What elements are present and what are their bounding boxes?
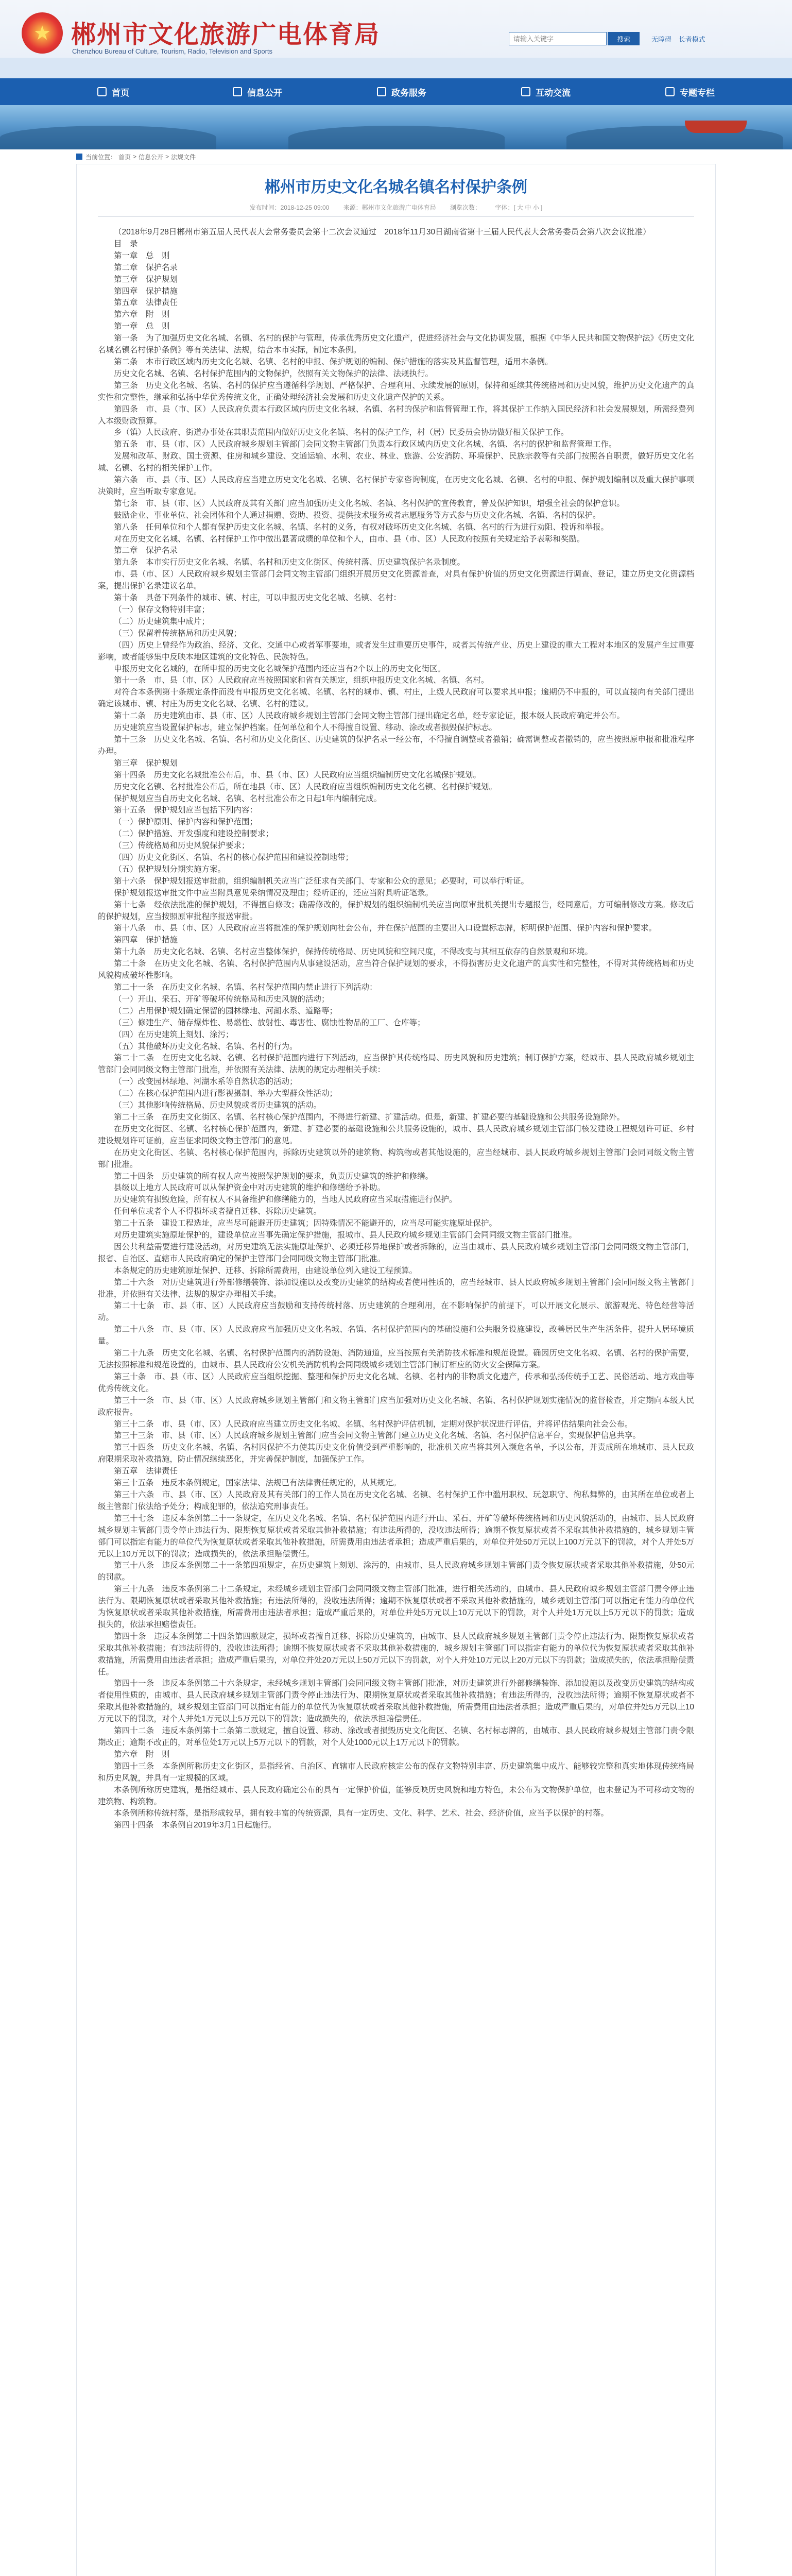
article-paragraph: （一）保存文物特别丰富； bbox=[114, 605, 210, 614]
article-paragraph: 第十七条 经依法批准的保护规划，不得擅自修改；确需修改的，保护规划的组织编制机关应当向原审批机关提出专题报告，经同意后，方可编制修改方案。修改后的保护规划，应当按照原审批程序报送审批。 bbox=[98, 900, 694, 921]
article-paragraph: 第四十三条 本条例所称历史文化街区，是指经省、自治区、直辖市人民政府核定公布的保存文物特别丰富、历史建筑集中成片、能够较完整和真实地体现传统格局和历史风貌，并具有一定规模的区域。 bbox=[98, 1761, 694, 1783]
article-body bbox=[98, 227, 694, 2576]
nav-item-service[interactable] bbox=[350, 78, 453, 105]
breadcrumb-home[interactable]: 首页 bbox=[118, 153, 131, 161]
breadcrumb-prefix: 当前位置： bbox=[85, 153, 117, 161]
elder-mode-link[interactable]: 长者模式 bbox=[678, 36, 705, 43]
article-paragraph: 历史建筑有损毁危险，所有权人不具备维护和修缮能力的，当地人民政府应当采取措施进行保护。 bbox=[114, 1195, 457, 1205]
article-paragraph: （二）保护措施、开发强度和建设控制要求； bbox=[114, 829, 274, 839]
article-paragraph: 第十一条 市、县（市、区）人民政府应当按照国家和省有关规定，组织申报历史文化名城、名镇、名村。 bbox=[114, 676, 489, 685]
article-paragraph: 第四章 保护措施 bbox=[114, 286, 178, 296]
article-paragraph: 历史建筑应当设置保护标志，建立保护档案。任何单位和个人不得擅自设置、移动、涂改或者损毁保护标志。 bbox=[114, 723, 497, 733]
article-paragraph: 第九条 本市实行历史文化名城、名镇、名村和历史文化街区、传统村落、历史建筑保护名录制度。 bbox=[114, 558, 466, 567]
nav-item-home[interactable] bbox=[62, 78, 165, 105]
article-paragraph: 第八条 任何单位和个人都有保护历史文化名城、名镇、名村的义务，有权对破坏历史文化名城、名镇、名村的行为进行劝阻、投诉和举报。 bbox=[114, 522, 609, 532]
search-input[interactable] bbox=[509, 32, 607, 45]
article-paragraph: 第三十六条 市、县（市、区）人民政府及其有关部门的工作人员在历史文化名城、名镇、名村保护工作中滥用职权、玩忽职守、徇私舞弊的，由其所在单位或者上级主管部门依法给予处分；构成犯罪的，依法追究刑事责任。 bbox=[98, 1490, 694, 1511]
breadcrumb-sep: > bbox=[133, 153, 137, 160]
article-paragraph: 第三十二条 市、县（市、区）人民政府应当建立历史文化名城、名镇、名村保护评估机制，定期对保护状况进行评估，并将评估结果向社会公布。 bbox=[114, 1419, 633, 1429]
article-paragraph: 第一章 总 则 bbox=[114, 322, 170, 331]
article-paragraph: 第二十七条 市、县（市、区）人民政府应当鼓励和支持传统村落、历史建筑的合理利用，在不影响保护的前提下，可以开展文化展示、旅游观光、特色经营等活动。 bbox=[98, 1301, 694, 1323]
article-paragraph: 市、县（市、区）人民政府城乡规划主管部门会同文物主管部门组织开展历史文化资源普查，对具有保护价值的历史文化资源进行调查、登记，建立历史文化资源档案，提出保护名录建议名单。 bbox=[98, 570, 694, 591]
article-paragraph: 第三十九条 违反本条例第二十二条规定，未经城乡规划主管部门会同同级文物主管部门批准，进行相关活动的，由城市、县人民政府城乡规划主管部门责令停止违法行为、限期恢复原状或者采取其他补救措施；有违法所得的，没收违法所得；逾期不恢复原状或者不采取其他补救措施的，城乡规划主管部门可以指定有能力的单位代为恢复原状或者采取其他补救措施，所需费用由违法者承担；造成严重后果的，对单位并处5万元以上10万元以下的罚款，对个人并处1万元以上5万元以下的罚款；造成损失的，依法承担赔偿责任。 bbox=[98, 1585, 694, 1629]
nav-label: 政务服务 bbox=[391, 88, 426, 98]
article-paragraph: 鼓励企业、事业单位、社会团体和个人通过捐赠、资助、投资、提供技术服务或者志愿服务等方式参与历史文化名城、名镇、名村的保护。 bbox=[114, 511, 601, 520]
article-paragraph: 第五章 法律责任 bbox=[114, 298, 178, 308]
article-paragraph: 任何单位或者个人不得损坏或者擅自迁移、拆除历史建筑。 bbox=[114, 1207, 322, 1216]
nav-label: 专题专栏 bbox=[680, 88, 715, 98]
chat-icon bbox=[521, 87, 530, 96]
site-subtitle: Chenzhou Bureau of Culture, Tourism, Radio, Television and Sports bbox=[72, 47, 273, 55]
article-paragraph: 第十九条 历史文化名城、名镇、名村应当整体保护，保持传统格局、历史风貌和空间尺度，不得改变与其相互依存的自然景观和环境。 bbox=[114, 947, 593, 957]
article-paragraph: 第二十六条 对历史建筑进行外部修缮装饰、添加设施以及改变历史建筑的结构或者使用性质的，应当经城市、县人民政府城乡规划主管部门会同同级文物主管部门批准，并依照有关法律、法规的规定办理相关手续。 bbox=[98, 1278, 694, 1299]
article-paragraph: 第三十七条 违反本条例第二十一条规定，在历史文化名城、名镇、名村保护范围内进行开山、采石、开矿等破坏传统格局和历史风貌活动的，由城市、县人民政府城乡规划主管部门责令停止违法行为、限期恢复原状或者采取其他补救措施；有违法所得的，没收违法所得；逾期不恢复原状或者不采取其他补救措施的，城乡规划主管部门可以指定有能力的单位代为恢复原状或者采取其他补救措施，所需费用由违法者承担；造成严重后果的，对单位并处50万元以上100万元以下的罚款，对个人并处5万元以上10万元以下的罚款；造成损失的，依法承担赔偿责任。 bbox=[98, 1514, 694, 1558]
article-paragraph: 第二十八条 市、县（市、区）人民政府应当加强历史文化名城、名镇、名村保护范围内的基础设施和公共服务设施建设，改善居民生产生活条件，提升人居环境质量。 bbox=[98, 1325, 694, 1346]
article-paragraph: 第二十九条 历史文化名城、名镇、名村保护范围内的消防设施、消防通道，应当按照有关消防技术标准和规范设置。确因历史文化名城、名镇、名村的保护需要，无法按照标准和规范设置的，由城市、县人民政府公安机关消防机构会同同级城乡规划主管部门制订相应的防火安全保障方案。 bbox=[98, 1349, 694, 1369]
title-divider bbox=[98, 216, 694, 217]
article-source: 来源：郴州市文化旅游广电体育局 bbox=[343, 204, 436, 211]
article-paragraph: 第三十条 市、县（市、区）人民政府应当组织挖掘、整理和保护历史文化名城、名镇、名村内的非物质文化遗产，传承和弘扬传统手工艺、民俗活动、地方戏曲等优秀传统文化。 bbox=[98, 1372, 694, 1393]
article-paragraph: （一）保护原则、保护内容和保护范围； bbox=[114, 818, 258, 827]
article-paragraph: 第七条 市、县（市、区）人民政府及其有关部门应当加强历史文化名城、名镇、名村保护的宣传教育，普及保护知识，增强全社会的保护意识。 bbox=[114, 499, 625, 508]
breadcrumb-sep: > bbox=[165, 153, 169, 160]
article-paragraph: 第四条 市、县（市、区）人民政府负责本行政区域内历史文化名城、名镇、名村的保护和监督管理工作，将其保护工作纳入国民经济和社会发展规划，所需经费列入本级财政预算。 bbox=[98, 404, 694, 426]
article-paragraph: 历史文化名镇、名村批准公布后，所在地县（市、区）人民政府应当组织编制历史文化名镇、名村保护规划。 bbox=[114, 782, 497, 791]
article-meta bbox=[0, 203, 792, 212]
article-paragraph: （四）历史文化街区、名镇、名村的核心保护范围和建设控制地带； bbox=[114, 853, 354, 862]
article-paragraph: 第三十八条 违反本条例第二十一条第四项规定，在历史建筑上刻划、涂污的，由城市、县人民政府城乡规划主管部门责令恢复原状或者采取其他补救措施，处50元的罚款。 bbox=[98, 1561, 694, 1582]
service-icon bbox=[377, 87, 386, 96]
site-title[interactable]: 郴州市文化旅游广电体育局 bbox=[71, 21, 381, 48]
article-paragraph: 乡（镇）人民政府、街道办事处在其职责范围内做好历史文化名镇、名村的保护工作，村（居）民委员会协助做好相关保护工作。 bbox=[114, 428, 569, 437]
article-paragraph: 第二十五条 建设工程选址，应当尽可能避开历史建筑；因特殊情况不能避开的，应当尽可能实施原址保护。 bbox=[114, 1219, 497, 1228]
topic-icon bbox=[665, 87, 675, 96]
article-paragraph: 第三章 保护规划 bbox=[114, 758, 178, 768]
article-paragraph: 第四十一条 违反本条例第二十六条规定，未经城乡规划主管部门会同同级文物主管部门批准，对历史建筑进行外部修缮装饰、添加设施以及改变历史建筑的结构或者使用性质的，由城市、县人民政府城乡规划主管部门责令停止违法行为、限期恢复原状或者采取其他补救措施；有违法所得的，没收违法所得；逾期不恢复原状或者不采取其他补救措施的，城乡规划主管部门可以指定有能力的单位代为恢复原状或者采取其他补救措施，所需费用由违法者承担；造成严重后果的，对单位并处5万元以上10万元以下的罚款，对个人并处1万元以上5万元以下的罚款；造成损失的，依法承担赔偿责任。 bbox=[98, 1679, 694, 1724]
article-paragraph: 第六章 附 则 bbox=[114, 310, 170, 319]
article-paragraph: 第三十三条 市、县（市、区）人民政府城乡规划主管部门应当会同文物主管部门建立历史文化名城、名镇、名村保护信息平台，实现保护信息共享。 bbox=[114, 1431, 641, 1440]
article-paragraph: （三）其他影响传统格局、历史风貌或者历史建筑的活动。 bbox=[114, 1101, 322, 1110]
breadcrumb bbox=[76, 150, 716, 163]
article-paragraph: 对历史建筑实施原址保护的，建设单位应当事先确定保护措施，报城市、县人民政府城乡规划主管部门会同同级文物主管部门批准。 bbox=[114, 1231, 577, 1240]
article-paragraph: 第四十条 违反本条例第二十四条第四款规定，损坏或者擅自迁移、拆除历史建筑的，由城市、县人民政府城乡规划主管部门责令停止违法行为、限期恢复原状或者采取其他补救措施；有违法所得的，没收违法所得；逾期不恢复原状或者不采取其他补救措施的，城乡规划主管部门可以指定有能力的单位代为恢复原状或者采取其他补救措施，所需费用由违法者承担；造成严重后果的，对单位并处20万元以上50万元以下的罚款，对个人并处10万元以上20万元以下的罚款；造成损失的，依法承担赔偿责任。 bbox=[98, 1632, 694, 1676]
breadcrumb-current[interactable]: 法规文件 bbox=[171, 153, 196, 161]
article-paragraph: 第三十四条 历史文化名城、名镇、名村因保护不力使其历史文化价值受到严重影响的，批准机关应当将其列入濒危名单，予以公布，并责成所在地城市、县人民政府限期采取补救措施，防止情况继续恶化，并完善保护制度，加强保护工作。 bbox=[98, 1443, 694, 1464]
article-paragraph: （一）改变园林绿地、河湖水系等自然状态的活动； bbox=[114, 1077, 298, 1087]
article-paragraph: 县级以上地方人民政府可以从保护资金中对历史建筑的维护和修缮给予补助。 bbox=[114, 1183, 386, 1193]
article-paragraph: 发展和改革、财政、国土资源、住房和城乡建设、交通运输、水利、农业、林业、旅游、公安消防、环境保护、民族宗教等有关部门按照各自职责，做好历史文化名城、名镇、名村的相关保护工作。 bbox=[98, 452, 694, 473]
font-size-switch[interactable]: 字体：[ 大 中 小 ] bbox=[495, 204, 543, 211]
header-band bbox=[0, 58, 792, 78]
article-paragraph: 第二十四条 历史建筑的所有权人应当按照保护规划的要求，负责历史建筑的维护和修缮。 bbox=[114, 1172, 434, 1181]
view-count: 浏览次数： bbox=[450, 204, 481, 211]
article-paragraph: （二）在核心保护范围内进行影视摄制、举办大型群众性活动； bbox=[114, 1089, 338, 1098]
article-paragraph: 第二十三条 在历史文化街区、名镇、名村核心保护范围内，不得进行新建、扩建活动。但是，新建、扩建必要的基础设施和公共服务设施除外。 bbox=[114, 1112, 625, 1122]
header-links bbox=[651, 34, 711, 44]
article-paragraph: 第四十四条 本条例自2019年3月1日起施行。 bbox=[114, 1821, 277, 1830]
nav-label: 信息公开 bbox=[247, 88, 282, 98]
article-paragraph: 本条规定的历史建筑原址保护、迁移、拆除所需费用，由建设单位列入建设工程预算。 bbox=[114, 1266, 418, 1275]
article-paragraph: 第二条 本市行政区域内历史文化名城、名镇、名村的申报、保护规划的编制、保护措施的落实及其监督管理，适用本条例。 bbox=[114, 357, 553, 366]
article-paragraph: 保护规划应当自历史文化名城、名镇、名村批准公布之日起1年内编制完成。 bbox=[114, 794, 382, 803]
location-icon bbox=[76, 154, 82, 160]
publish-time: 发布时间：2018-12-25 09:00 bbox=[249, 204, 330, 211]
article-paragraph: 第二十一条 在历史文化名城、名镇、名村保护范围内禁止进行下列活动： bbox=[114, 983, 377, 992]
search-button[interactable]: 搜索 bbox=[608, 32, 640, 45]
article-paragraph: 第十三条 历史文化名城、名镇、名村和历史文化街区、历史建筑的保护名录一经公布，不得擅自调整或者撤销；确需调整或者撤销的，应当按照原申报和批准程序办理。 bbox=[98, 735, 694, 756]
article-paragraph: 第六条 市、县（市、区）人民政府应当建立历史文化名城、名镇、名村保护专家咨询制度，在历史文化名城、名镇、名村的申报、保护规划编制以及重大保护事项决策时，应当听取专家意见。 bbox=[98, 476, 694, 496]
article-paragraph: 在历史文化街区、名镇、名村核心保护范围内，拆除历史建筑以外的建筑物、构筑物或者其他设施的，应当经城市、县人民政府城乡规划主管部门会同同级文物主管部门批准。 bbox=[98, 1148, 694, 1169]
nav-item-info[interactable] bbox=[206, 78, 309, 105]
article-paragraph: （二）历史建筑集中成片； bbox=[114, 617, 210, 626]
article-paragraph: 第三十五条 违反本条例规定，国家法律、法规已有法律责任规定的，从其规定。 bbox=[114, 1479, 402, 1488]
article-paragraph: 第十五条 保护规划应当包括下列内容： bbox=[114, 806, 258, 815]
article-paragraph: 第三十一条 市、县（市、区）人民政府城乡规划主管部门和文物主管部门应当加强对历史文化名城、名镇、名村保护规划实施情况的监督检查，并定期向本级人民政府报告。 bbox=[98, 1396, 694, 1417]
doc-icon bbox=[233, 87, 242, 96]
article-paragraph: （一）开山、采石、开矿等破坏传统格局和历史风貌的活动； bbox=[114, 994, 330, 1004]
article-paragraph: 保护规划报送审批文件中应当附具意见采纳情况及理由；经听证的，还应当附具听证笔录。 bbox=[114, 888, 434, 897]
article-paragraph: （三）修建生产、储存爆炸性、易燃性、放射性、毒害性、腐蚀性物品的工厂、仓库等； bbox=[114, 1018, 425, 1027]
article-paragraph: 第十六条 保护规划报送审批前，组织编制机关应当广泛征求有关部门、专家和公众的意见；必要时，可以举行听证。 bbox=[114, 876, 529, 886]
banner-boat bbox=[685, 121, 747, 133]
article-paragraph: 第三章 保护规划 bbox=[114, 275, 178, 284]
article-title: 郴州市历史文化名城名镇名村保护条例 bbox=[265, 179, 527, 196]
article-paragraph: （二）占用保护规划确定保留的园林绿地、河湖水系、道路等； bbox=[114, 1006, 338, 1015]
article-paragraph: （四）历史上曾经作为政治、经济、文化、交通中心或者军事要地，或者发生过重要历史事件，或者其传统产业、历史上建设的重大工程对本地区的发展产生过重要影响，或者能够集中反映本地区建筑的文化特色、民族特色。 bbox=[98, 640, 694, 662]
article-paragraph: （2018年9月28日郴州市第五届人民代表大会常务委员会第十二次会议通过 2018年11月30日湖南省第十三届人民代表大会常务委员会第八次会议批准） bbox=[114, 228, 651, 236]
article-paragraph: 第三条 历史文化名城、名镇、名村的保护应当遵循科学规划、严格保护、合理利用、永续发展的原则，保持和延续其传统格局和历史风貌，维护历史文化遗产的真实性和完整性，继承和弘扬中华优秀传统文化，正确处理经济社会发展和历史文化遗产保护的关系。 bbox=[98, 381, 694, 402]
accessibility-link[interactable]: 无障碍 bbox=[651, 36, 672, 43]
article-paragraph: 历史文化名城、名镇、名村保护范围内的文物保护，依照有关文物保护的法律、法规执行。 bbox=[114, 369, 434, 378]
article-paragraph: 因公共利益需要进行建设活动，对历史建筑无法实施原址保护、必须迁移异地保护或者拆除的，应当由城市、县人民政府城乡规划主管部门会同同级文物主管部门，报省、自治区、直辖市人民政府确定的保护主管部门会同同级文物主管部门批准。 bbox=[98, 1242, 694, 1263]
article-paragraph: 第十条 具备下列条件的城市、镇、村庄，可以申报历史文化名城、名镇、名村： bbox=[114, 594, 402, 603]
article-paragraph: 第六章 附 则 bbox=[114, 1750, 170, 1759]
article-paragraph: 第十八条 市、县（市、区）人民政府应当将批准的保护规划向社会公布，并在保护范围的主要出入口设置标志牌，标明保护范围、保护内容和保护要求。 bbox=[114, 924, 657, 933]
article-paragraph: 申报历史文化名城的，在所申报的历史文化名城保护范围内还应当有2个以上的历史文化街区。 bbox=[114, 664, 446, 673]
home-icon bbox=[97, 87, 107, 96]
article-paragraph: （五）其他破坏历史文化名城、名镇、名村的行为。 bbox=[114, 1042, 298, 1051]
article-paragraph: （三）传统格局和历史风貌保护要求； bbox=[114, 841, 250, 851]
nav-item-topic[interactable] bbox=[639, 78, 742, 105]
article-paragraph: 本条例所称传统村落，是指形成较早，拥有较丰富的传统资源，具有一定历史、文化、科学、艺术、社会、经济价值，应当予以保护的村落。 bbox=[114, 1809, 609, 1818]
article-paragraph: 第五条 市、县（市、区）人民政府城乡规划主管部门会同文物主管部门负责本行政区域内历史文化名城、名镇、名村的保护和监督管理工作。 bbox=[114, 440, 617, 449]
article-paragraph: 对符合本条例第十条规定条件而没有申报历史文化名城、名镇、名村的城市、镇、村庄，上级人民政府可以要求其申报；逾期仍不申报的，可以直接向有关部门提出确定该城市、镇、村庄为历史文化名城、名镇、名村的建议。 bbox=[98, 688, 694, 709]
article-paragraph: 第一条 为了加强历史文化名城、名镇、名村的保护与管理，传承优秀历史文化遗产，促进经济社会与文化协调发展，根据《中华人民共和国文物保护法》《历史文化名城名镇名村保护条例》等有关法律、法规，结合本市实际，制定本条例。 bbox=[98, 334, 694, 355]
article-paragraph: （三）保留着传统格局和历史风貌； bbox=[114, 629, 242, 638]
article-paragraph: 第二章 保护名录 bbox=[114, 546, 178, 555]
nav-item-interaction[interactable] bbox=[494, 78, 597, 105]
nav-label: 首页 bbox=[112, 88, 129, 98]
article-paragraph: 第一章 总 则 bbox=[114, 251, 170, 260]
main-nav bbox=[0, 78, 792, 105]
landscape-banner bbox=[0, 105, 792, 149]
article-paragraph: 目 录 bbox=[114, 239, 138, 248]
national-emblem-icon bbox=[22, 12, 63, 54]
article-paragraph: 第四章 保护措施 bbox=[114, 936, 178, 945]
banner-hill bbox=[0, 126, 216, 149]
banner-hill bbox=[288, 126, 505, 149]
article-paragraph: （五）保护规划分期实施方案。 bbox=[114, 865, 226, 874]
breadcrumb-info[interactable]: 信息公开 bbox=[139, 153, 164, 161]
article-paragraph: 第五章 法律责任 bbox=[114, 1467, 178, 1476]
article-paragraph: 第二十条 在历史文化名城、名镇、名村保护范围内从事建设活动，应当符合保护规划的要求，不得损害历史文化遗产的真实性和完整性，不得对其传统格局和历史风貌构成破坏性影响。 bbox=[98, 959, 694, 980]
article-paragraph: 本条例所称历史建筑，是指经城市、县人民政府确定公布的具有一定保护价值，能够反映历史风貌和地方特色，未公布为文物保护单位，也未登记为不可移动文物的建筑物、构筑物。 bbox=[98, 1785, 694, 1806]
article-paragraph: 在历史文化街区、名镇、名村核心保护范围内，新建、扩建必要的基础设施和公共服务设施的，城市、县人民政府城乡规划主管部门核发建设工程规划许可证、乡村建设规划许可证前，应当征求同级文物主管部门的意见。 bbox=[98, 1124, 694, 1145]
site-header bbox=[0, 0, 792, 78]
nav-label: 互动交流 bbox=[536, 88, 571, 98]
article-paragraph: 第四十二条 违反本条例第十二条第二款规定，擅自设置、移动、涂改或者损毁历史文化街区、名镇、名村标志牌的，由城市、县人民政府城乡规划主管部门责令限期改正；逾期不改正的，对单位处1万元以上5万元以下的罚款，对个人处1000元以上1万元以下的罚款。 bbox=[98, 1726, 694, 1747]
article-paragraph: 第二十二条 在历史文化名城、名镇、名村保护范围内进行下列活动，应当保护其传统格局、历史风貌和历史建筑；制订保护方案，经城市、县人民政府城乡规划主管部门会同同级文物主管部门批准，并依照有关法律、法规的规定办理相关手续： bbox=[98, 1054, 694, 1075]
article-paragraph: （四）在历史建筑上刻划、涂污； bbox=[114, 1030, 234, 1039]
article-paragraph: 第二章 保护名录 bbox=[114, 263, 178, 272]
article-paragraph: 对在历史文化名城、名镇、名村保护工作中做出显著成绩的单位和个人，由市、县（市、区）人民政府按照有关规定给予表彰和奖励。 bbox=[114, 534, 585, 544]
banner-hill bbox=[566, 126, 783, 149]
emblem-star-icon: ★ bbox=[33, 22, 51, 44]
article-paragraph: 第十四条 历史文化名城批准公布后，市、县（市、区）人民政府应当组织编制历史文化名城保护规划。 bbox=[114, 770, 481, 779]
article-paragraph: 第十二条 历史建筑由市、县（市、区）人民政府城乡规划主管部门会同文物主管部门提出确定名单，经专家论证，报本级人民政府确定并公布。 bbox=[114, 711, 625, 721]
